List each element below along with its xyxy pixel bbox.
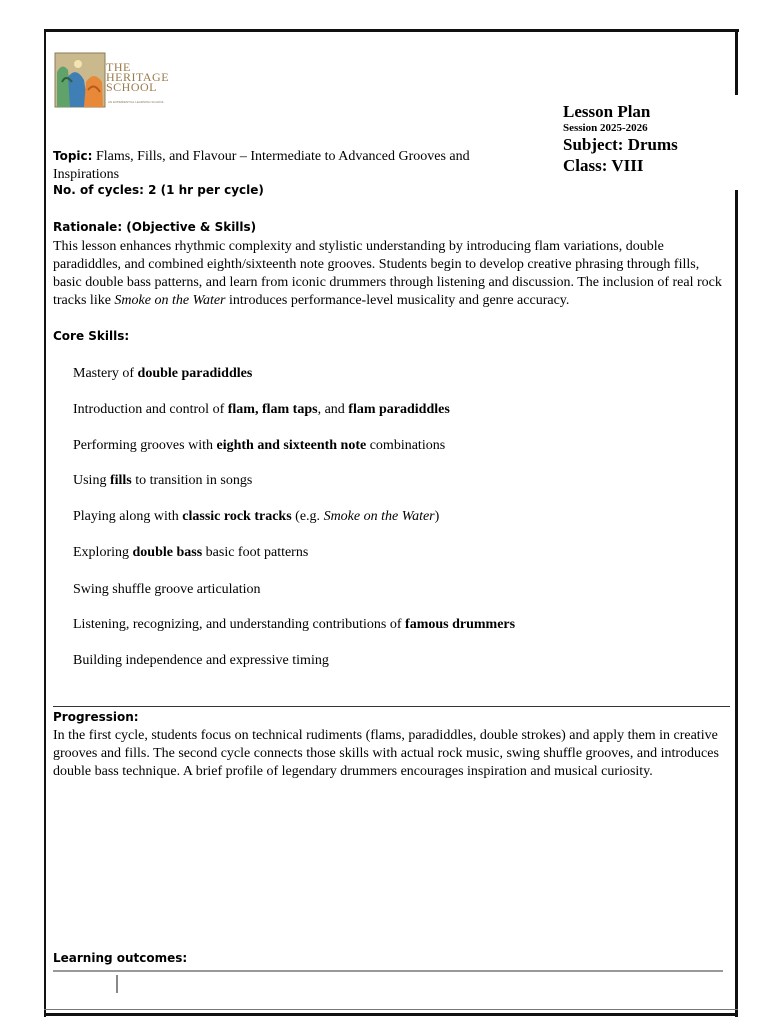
school-logo xyxy=(54,52,174,108)
page-border-bottom-inner xyxy=(44,1009,738,1010)
skill-emphasis: flam paradiddles xyxy=(348,402,450,417)
skill-text: Performing grooves with xyxy=(73,438,217,453)
skill-text: Listening, recognizing, and understanding contributions of xyxy=(73,617,406,632)
subject-label: Subject: Drums xyxy=(563,135,678,154)
header-info xyxy=(563,102,678,176)
logo-line-3: SCHOOL xyxy=(106,80,158,94)
rationale-text xyxy=(53,238,723,310)
skill-text: , and xyxy=(317,402,349,417)
rationale-text-part: This lesson enhances rhythmic complexity and stylistic understanding by introducing flam variations, double paradiddles, and combined eighth/sixteenth note grooves. Students begin to develop creative phrasing through fills, basic double bass patterns, and learn from iconic drummers through listening and discussion. The inclusion of real rock tracks like xyxy=(53,239,722,308)
page-border-left xyxy=(44,29,46,1017)
rationale-heading: Rationale: (Objective & Skills) xyxy=(53,220,257,234)
skill-emphasis: famous drummers xyxy=(405,617,516,632)
skill-item xyxy=(73,581,261,599)
logo-tagline: AN EXPERIENTIAL LEARNING SCHOOL xyxy=(108,100,165,104)
skill-emphasis: fills xyxy=(109,473,132,488)
skill-item xyxy=(73,401,450,419)
document-title: Lesson Plan xyxy=(563,102,651,121)
progression-text: In the first cycle, students focus on technical rudiments (flams, paradiddles, double strokes) and apply them in creative grooves and fills. The second cycle connects those skills with actual rock music, swing shuffle grooves, and introduces double bass technique. A brief profile of legendary drummers encourages inspiration and musical curiosity. xyxy=(53,728,719,779)
skill-emphasis: classic rock tracks xyxy=(182,509,292,524)
skill-item xyxy=(73,365,252,383)
skill-emphasis: double paradiddles xyxy=(137,366,253,381)
topic-text: Flams, Fills, and Flavour – Intermediate to Advanced Grooves and Inspirations xyxy=(53,149,470,182)
skill-text: Using xyxy=(73,473,110,488)
core-skills-heading: Core Skills: xyxy=(53,329,130,343)
skill-item xyxy=(73,508,439,526)
session-label: Session 2025-2026 xyxy=(563,122,648,134)
logo-line-1: THE xyxy=(106,60,131,74)
cycles-count: No. of cycles: 2 (1 hr per cycle) xyxy=(53,183,264,197)
skill-item xyxy=(73,472,252,490)
class-label: Class: VIII xyxy=(563,156,644,175)
skill-item xyxy=(73,652,329,670)
skill-item xyxy=(73,437,445,455)
page-border-top xyxy=(44,29,739,32)
skill-text: to transition in songs xyxy=(131,473,253,488)
page-border-bottom xyxy=(44,1013,738,1016)
skill-song-title: Smoke on the Water xyxy=(323,509,435,524)
progression-heading: Progression: xyxy=(53,710,139,724)
section-divider xyxy=(53,706,730,707)
skill-emphasis: flam, flam taps xyxy=(227,402,318,417)
skill-text: basic foot patterns xyxy=(202,545,309,560)
skill-text: combinations xyxy=(366,438,446,453)
table-column-divider xyxy=(116,975,118,993)
skill-text: Building independence and expressive timing xyxy=(73,653,329,668)
skill-emphasis: eighth and sixteenth note xyxy=(216,438,367,453)
learning-outcomes-heading: Learning outcomes: xyxy=(53,951,188,965)
skill-text: Introduction and control of xyxy=(73,402,228,417)
skill-item xyxy=(73,544,308,562)
topic-block xyxy=(53,147,493,184)
page-border-right xyxy=(735,190,738,1017)
skill-text: Playing along with xyxy=(73,509,183,524)
topic-label: Topic: xyxy=(53,149,93,163)
skill-text: Mastery of xyxy=(73,366,138,381)
school-logo-wordmark xyxy=(106,62,169,92)
rationale-text-part: introduces performance-level musicality and genre accuracy. xyxy=(225,293,570,308)
skill-text: ) xyxy=(434,509,440,524)
skill-text: Exploring xyxy=(73,545,133,560)
skill-item xyxy=(73,616,515,634)
skill-emphasis: double bass xyxy=(132,545,203,560)
logo-line-2: HERITAGE xyxy=(106,70,170,84)
skill-text: Swing shuffle groove articulation xyxy=(73,582,261,597)
rationale-song-title: Smoke on the Water xyxy=(114,293,226,308)
table-top-border xyxy=(53,970,723,972)
school-logo-icon xyxy=(54,52,106,108)
skill-text: (e.g. xyxy=(291,509,324,524)
page-border-right-top xyxy=(735,29,738,95)
